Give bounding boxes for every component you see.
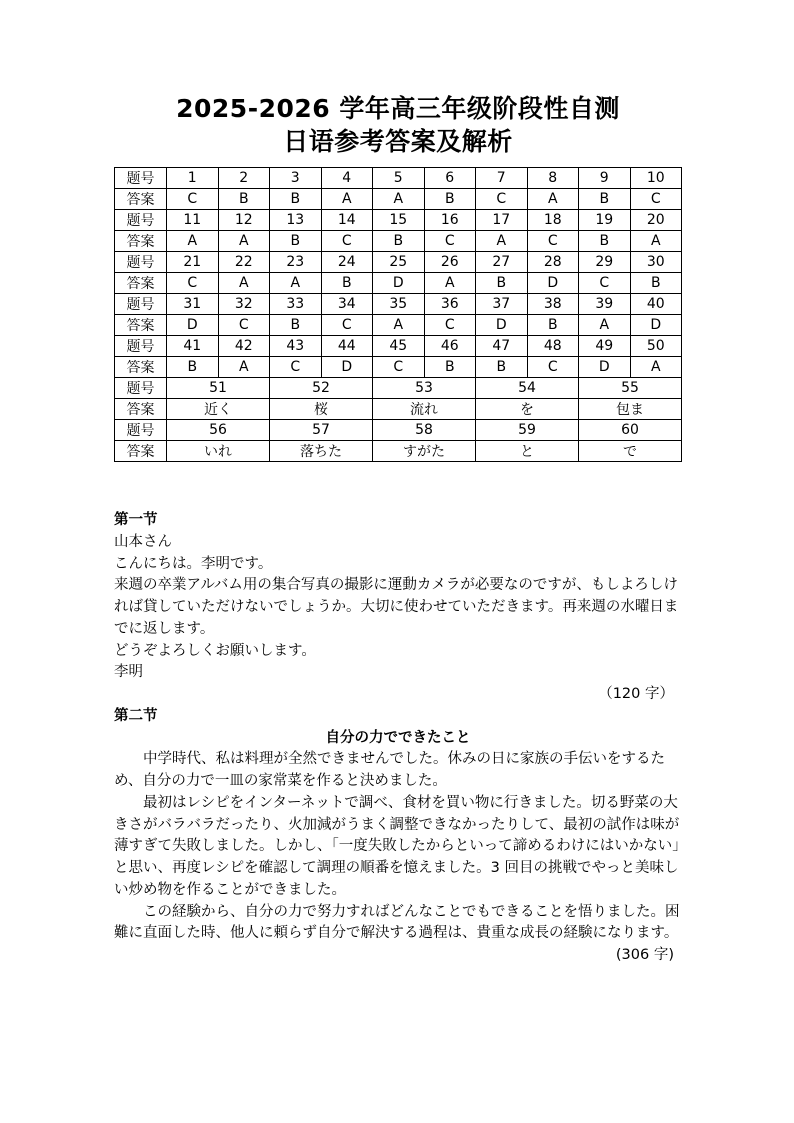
answer-cell: B [167,357,219,378]
answer-cell: 36 [424,294,476,315]
answer-cell: 59 [476,420,579,441]
row-label-cell: 答案 [115,315,167,336]
answer-cell: C [424,315,476,336]
answer-cell: A [630,357,682,378]
answer-cell: A [218,231,270,252]
answer-cell: 34 [321,294,373,315]
table-row [115,378,682,399]
answer-cell: B [579,231,631,252]
essay-paragraph: 最初はレシピをインターネットで調べ、食材を買い物に行きました。切る野菜の大きさがバラバラだったり、火加減がうまく調整できなかったりして、最初の試作は味が薄すぎて失敗しました。しかし、「一度失敗したからといって諦めるわけにはいかない」と思い、再度レシピを確認して調理の順番を憶えました。3 回目の挑戦でやっと美味しい炒め物を作ることができました。 [114,794,680,898]
answer-cell: C [167,273,219,294]
answer-cell: 8 [527,168,579,189]
section1-heading: 第一节 [114,512,158,528]
letter-line: どうぞよろしくお願いします。 [114,642,316,659]
answer-cell: A [476,231,528,252]
section1-lines [114,532,682,684]
answer-cell: C [527,231,579,252]
answer-cell: 9 [579,168,631,189]
answer-cell: を [476,399,579,420]
table-row [115,399,682,420]
document-title-line2: 日语参考答案及解析 [283,127,513,156]
row-label-cell: 答案 [115,357,167,378]
answer-cell: 6 [424,168,476,189]
table-row [115,273,682,294]
table-row [115,252,682,273]
answer-cell: 32 [218,294,270,315]
row-label-cell: 题号 [115,210,167,231]
row-label-cell: 题号 [115,336,167,357]
answer-cell: 12 [218,210,270,231]
answer-cell: A [424,273,476,294]
answer-cell: 25 [373,252,425,273]
answer-cell: A [579,315,631,336]
document-body [114,510,682,967]
answer-cell: 26 [424,252,476,273]
answer-cell: 47 [476,336,528,357]
answer-cell: 13 [270,210,322,231]
row-label-cell: 答案 [115,441,167,462]
answer-cell: D [579,357,631,378]
table-row [115,336,682,357]
answer-cell: 54 [476,378,579,399]
answer-cell: 24 [321,252,373,273]
answer-cell: A [218,357,270,378]
table-row [115,315,682,336]
answer-cell: 58 [373,420,476,441]
answer-cell: A [218,273,270,294]
row-label-cell: 题号 [115,252,167,273]
answer-cell: C [167,189,219,210]
answer-cell: 16 [424,210,476,231]
answer-cell: C [579,273,631,294]
table-row [115,357,682,378]
answer-cell: B [527,315,579,336]
answer-cell: 41 [167,336,219,357]
letter-line: 李明 [114,664,143,681]
answer-cell: で [579,441,682,462]
answer-cell: A [321,189,373,210]
answer-cell: いれ [167,441,270,462]
answer-cell: A [373,315,425,336]
answer-cell: C [630,189,682,210]
essay-title: 自分の力でできたこと [325,729,471,746]
answer-cell: D [476,315,528,336]
answer-cell: D [321,357,373,378]
section2-char-count: (306 字) [615,947,674,963]
answer-cell: 48 [527,336,579,357]
row-label-cell: 题号 [115,168,167,189]
answer-cell: B [321,273,373,294]
document-title [114,92,682,158]
answer-cell: 43 [270,336,322,357]
row-label-cell: 答案 [115,399,167,420]
answer-cell: A [270,273,322,294]
row-label-cell: 题号 [115,420,167,441]
answer-cell: D [527,273,579,294]
answer-cell: B [373,231,425,252]
answer-cell: 57 [270,420,373,441]
answer-cell: 44 [321,336,373,357]
answer-cell: 19 [579,210,631,231]
answer-cell: 51 [167,378,270,399]
answer-cell: A [373,189,425,210]
answer-cell: C [476,189,528,210]
answer-cell: B [424,357,476,378]
answer-cell: B [270,189,322,210]
section2-heading: 第二节 [114,707,158,724]
answer-cell: 3 [270,168,322,189]
answer-cell: B [218,189,270,210]
answer-cell: 46 [424,336,476,357]
answer-cell: 2 [218,168,270,189]
answer-cell: 29 [579,252,631,273]
answer-cell: 23 [270,252,322,273]
letter-line: 山本さん [114,533,172,550]
answer-cell: 27 [476,252,528,273]
answer-cell: C [321,315,373,336]
section2-paragraphs [114,749,682,945]
answer-cell: B [476,273,528,294]
answer-cell: すがた [373,441,476,462]
section1-char-count: （120 字） [598,686,674,702]
table-row [115,420,682,441]
table-row [115,231,682,252]
answer-table [114,167,682,462]
table-row [115,189,682,210]
essay-paragraph: この経験から、自分の力で努力すればどんなことでもできることを悟りました。困難に直面した時、他人に頼らず自分で解決する過程は、貴重な成長の経験になります。 [114,903,680,942]
row-label-cell: 题号 [115,294,167,315]
answer-cell: 近く [167,399,270,420]
answer-cell: 22 [218,252,270,273]
answer-cell: D [630,315,682,336]
answer-cell: 42 [218,336,270,357]
answer-cell: 11 [167,210,219,231]
answer-cell: 1 [167,168,219,189]
letter-line: こんにちは。李明です。 [114,555,273,572]
answer-cell: B [270,231,322,252]
answer-cell: 49 [579,336,631,357]
answer-cell: 45 [373,336,425,357]
row-label-cell: 答案 [115,189,167,210]
answer-cell: 流れ [373,399,476,420]
row-label-cell: 题号 [115,378,167,399]
answer-cell: 21 [167,252,219,273]
answer-cell: D [167,315,219,336]
answer-cell: B [424,189,476,210]
answer-cell: C [373,357,425,378]
answer-cell: C [218,315,270,336]
answer-cell: B [476,357,528,378]
answer-cell: 18 [527,210,579,231]
table-row [115,168,682,189]
answer-cell: 55 [579,378,682,399]
answer-cell: 7 [476,168,528,189]
answer-cell: 31 [167,294,219,315]
answer-cell: 35 [373,294,425,315]
answer-cell: 56 [167,420,270,441]
answer-cell: A [167,231,219,252]
answer-cell: 15 [373,210,425,231]
answer-cell: 17 [476,210,528,231]
answer-cell: C [270,357,322,378]
answer-cell: B [270,315,322,336]
answer-cell: 60 [579,420,682,441]
answer-cell: 37 [476,294,528,315]
answer-cell: 28 [527,252,579,273]
answer-table-body [115,168,682,462]
answer-cell: 30 [630,252,682,273]
answer-cell: 落ちた [270,441,373,462]
letter-line: 来週の卒業アルバム用の集合写真の撮影に運動カメラが必要なのですが、もしよろしければ貸していただけないでしょうか。大切に使わせていただきます。再来週の水曜日までに返します。 [114,577,679,637]
document-title-line1: 2025-2026 学年高三年级阶段性自测 [176,94,620,123]
answer-cell: 52 [270,378,373,399]
table-row [115,210,682,231]
answer-cell: B [579,189,631,210]
answer-cell: A [630,231,682,252]
answer-cell: A [527,189,579,210]
answer-cell: 33 [270,294,322,315]
answer-cell: 10 [630,168,682,189]
table-row [115,294,682,315]
row-label-cell: 答案 [115,231,167,252]
answer-cell: B [630,273,682,294]
answer-cell: と [476,441,579,462]
answer-cell: C [321,231,373,252]
answer-cell: D [373,273,425,294]
answer-cell: 20 [630,210,682,231]
answer-cell: 53 [373,378,476,399]
answer-cell: C [424,231,476,252]
answer-cell: 5 [373,168,425,189]
answer-cell: C [527,357,579,378]
answer-cell: 4 [321,168,373,189]
answer-cell: 40 [630,294,682,315]
answer-cell: 38 [527,294,579,315]
answer-cell: 桜 [270,399,373,420]
answer-cell: 14 [321,210,373,231]
answer-cell: 50 [630,336,682,357]
essay-paragraph: 中学時代、私は料理が全然できませんでした。休みの日に家族の手伝いをするため、自分の力で一皿の家常菜を作ると決めました。 [114,751,665,789]
table-row [115,441,682,462]
row-label-cell: 答案 [115,273,167,294]
answer-cell: 包ま [579,399,682,420]
answer-cell: 39 [579,294,631,315]
